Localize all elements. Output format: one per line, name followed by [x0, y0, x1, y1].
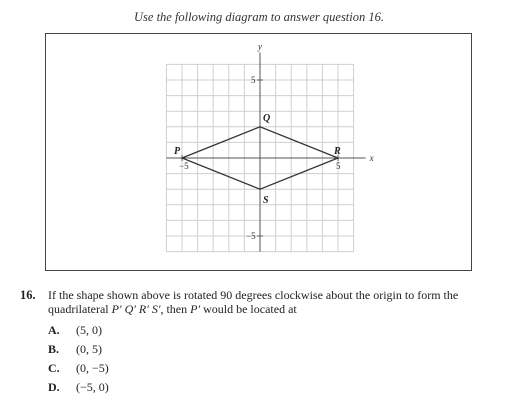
choice-b[interactable] [48, 342, 109, 361]
y-tick-label: −5 [246, 231, 256, 241]
question-number: 16. [20, 288, 36, 302]
vertex-label-p: P [174, 146, 181, 157]
instruction-text: Use the following diagram to answer question 16. [134, 10, 384, 24]
vertex-label-q: Q [263, 112, 271, 124]
choice-text: (0, −5) [76, 361, 109, 375]
diagram-frame [45, 33, 472, 271]
x-axis-label: x [369, 153, 374, 163]
choice-text: (0, 5) [76, 342, 102, 356]
answer-choices [48, 323, 109, 399]
choice-d[interactable] [48, 380, 109, 399]
choice-text: (−5, 0) [76, 380, 109, 394]
choice-letter: D. [48, 380, 60, 394]
x-tick-label: −5 [179, 161, 189, 171]
question-text-part-3: would be located at [200, 302, 297, 316]
choice-a[interactable] [48, 323, 109, 342]
choice-c[interactable] [48, 361, 109, 380]
y-tick-label: 5 [251, 75, 256, 85]
choice-letter: C. [48, 361, 60, 375]
question-text [48, 288, 488, 316]
choice-letter: B. [48, 342, 60, 356]
coordinate-grid [46, 34, 473, 272]
question-text-part-1: If the shape shown above is rotated 90 degrees clockwise about the origin to form the quadrilateral [48, 288, 459, 316]
vertex-label-s: S [263, 195, 269, 207]
quadrilateral-name: P′ Q′ R′ S′ [111, 302, 161, 316]
question-text-part-2: , then [160, 302, 191, 316]
x-tick-label: 5 [336, 161, 341, 171]
choice-letter: A. [48, 323, 60, 337]
point-name: P′ [190, 302, 201, 316]
y-axis-label: y [258, 41, 262, 52]
vertex-label-r: R [334, 146, 341, 157]
choice-text: (5, 0) [76, 323, 102, 337]
